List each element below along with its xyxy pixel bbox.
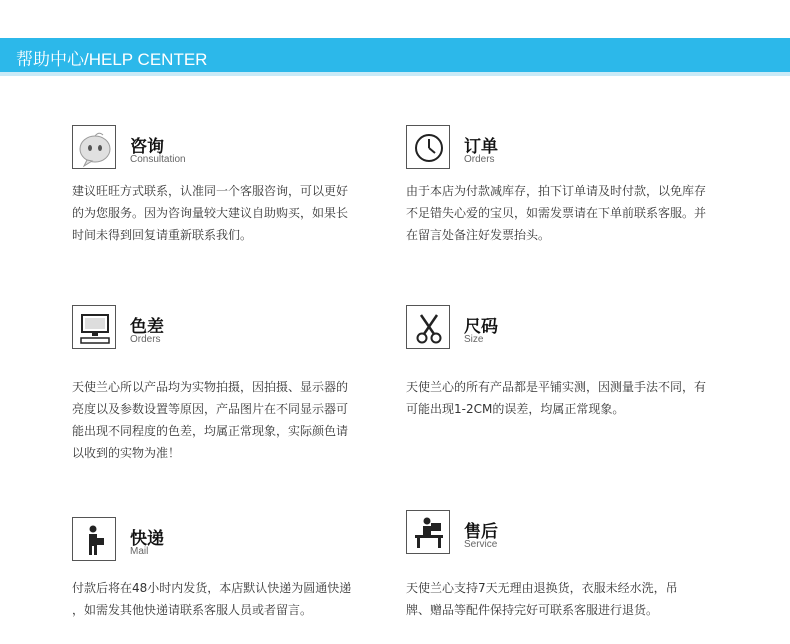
- scissors-icon: [406, 305, 450, 349]
- header-bar: [0, 38, 790, 76]
- section-subtitle: Consultation: [130, 154, 186, 165]
- computer-icon: [72, 305, 116, 349]
- section-title: 快递: [130, 529, 164, 549]
- section-title: 咨询: [130, 137, 164, 157]
- section-subtitle: Mail: [130, 546, 149, 557]
- section-title: 尺码: [464, 317, 498, 337]
- service-desk-icon: [406, 510, 450, 554]
- section-description: 建议旺旺方式联系，认准同一个客服咨询，可以更好 的为您服务。因为咨询量较大建议自助购买，如果长 时间未得到回复请重新联系我们。: [72, 184, 349, 242]
- section-title: 售后: [464, 522, 498, 542]
- section-description: 由于本店为付款减库存，拍下订单请及时付款，以免库存 不足错失心爱的宝贝，如需发票请在下单前联系客服。并 在留言处备注好发票抬头。: [406, 184, 707, 242]
- section-subtitle: Orders: [130, 334, 161, 345]
- section-description: 天使兰心的所有产品都是平铺实测，因测量手法不同，有 可能出现1-2CM的误差，均属正常现象。: [406, 380, 707, 416]
- clock-icon: [406, 125, 450, 169]
- chat-bubble-icon: [72, 125, 116, 169]
- section-description: 天使兰心所以产品均为实物拍摄，因拍摄、显示器的 亮度以及参数设置等原因，产品图片在不同显示器可 能出现不同程度的色差，均属正常现象，实际颜色请 以收到的实物为准！: [72, 380, 349, 460]
- courier-icon: [72, 517, 116, 561]
- section-description: 天使兰心支持7天无理由退换货，衣服未经水洗，吊 牌、赠品等配件保持完好可联系客服进行退货。: [406, 581, 678, 617]
- section-subtitle: Size: [464, 334, 484, 345]
- section-title: 色差: [130, 317, 164, 337]
- section-description: 付款后将在48小时内发货，本店默认快递为圆通快递 ，如需发其他快递请联系客服人员或者留言。: [72, 581, 352, 617]
- section-title: 订单: [464, 137, 498, 157]
- page-title: 帮助中心/HELP CENTER: [16, 50, 208, 69]
- section-subtitle: Service: [464, 539, 498, 550]
- section-subtitle: Orders: [464, 154, 495, 165]
